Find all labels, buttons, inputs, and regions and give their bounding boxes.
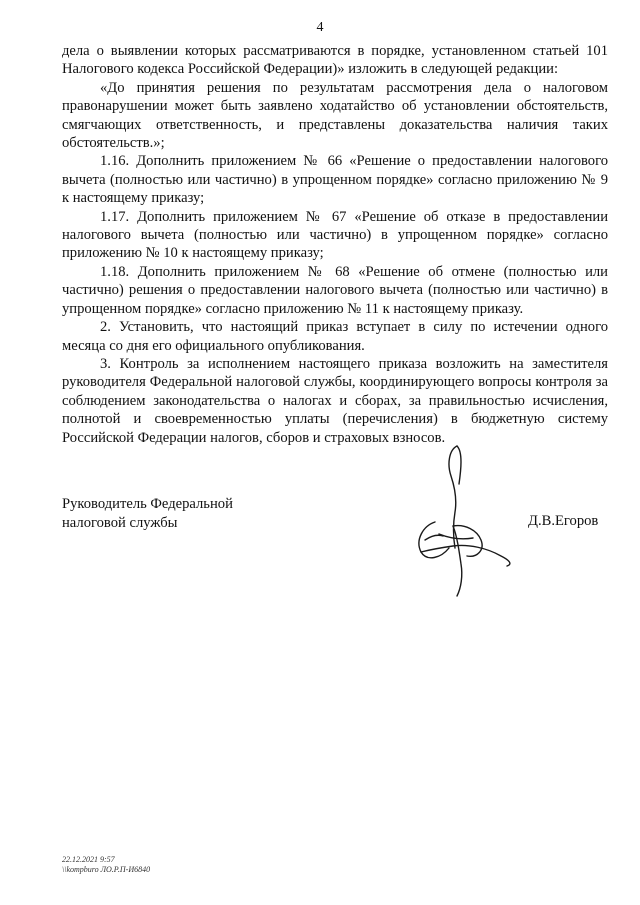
signer-name: Д.В.Егоров — [528, 513, 599, 529]
paragraph-quoted-amendment: «До принятия решения по результатам рассмотрения дела о налоговом правонарушении может быть заявлено ходатайство об установлении обстоятельств, смягчающих ответственность, и представлены доказательства наличия таких обстоятельств.»; — [62, 79, 608, 152]
document-body — [62, 42, 608, 447]
signer-title-line-2: налоговой службы — [62, 515, 178, 531]
paragraph-1-16: 1.16. Дополнить приложением № 66 «Решение о предоставлении налогового вычета (полностью или частично) в упрощенном порядке» согласно приложению № 9 к настоящему приказу; — [62, 153, 608, 207]
paragraph-1-18: 1.18. Дополнить приложением № 68 «Решение об отмене (полностью или частично) решения о предоставлении налогового вычета (полностью или частично) в упрощенном порядке» согласно приложению № 11 к настоящему приказу. — [62, 263, 608, 317]
signer-title-line-1: Руководитель Федеральной — [62, 496, 233, 512]
footer-file-reference: \\kompburo ЛО.Р.П-И6840 — [62, 865, 151, 874]
paragraph-1-17: 1.17. Дополнить приложением № 67 «Решение об отказе в предоставлении налогового вычета (полностью или частично) в упрощенном порядке» согласно приложению № 10 к настоящему приказу; — [62, 208, 608, 262]
handwritten-signature — [395, 440, 525, 600]
page-number: 4 — [316, 20, 324, 35]
document-footer — [62, 855, 150, 875]
paragraph-continuation: дела о выявлении которых рассматриваются в порядке, установленном статьей 101 Налогового кодекса Российской Федерации)» изложить в следующей редакции: — [62, 43, 608, 78]
signer-title — [62, 495, 233, 533]
paragraph-2: 2. Установить, что настоящий приказ вступает в силу по истечении одного месяца со дня его официального опубликования. — [62, 319, 608, 354]
footer-timestamp: 22.12.2021 9:57 — [62, 855, 115, 864]
paragraph-3: 3. Контроль за исполнением настоящего приказа возложить на заместителя руководителя Федеральной налоговой службы, координирующего вопросы контроля за соблюдением законодательства о налогах и сборах, за правильностью исчисления, полнотой и своевременностью уплаты (перечисления) в бюджетную систему Российской Федерации налогов, сборов и страховых взносов. — [62, 355, 608, 446]
